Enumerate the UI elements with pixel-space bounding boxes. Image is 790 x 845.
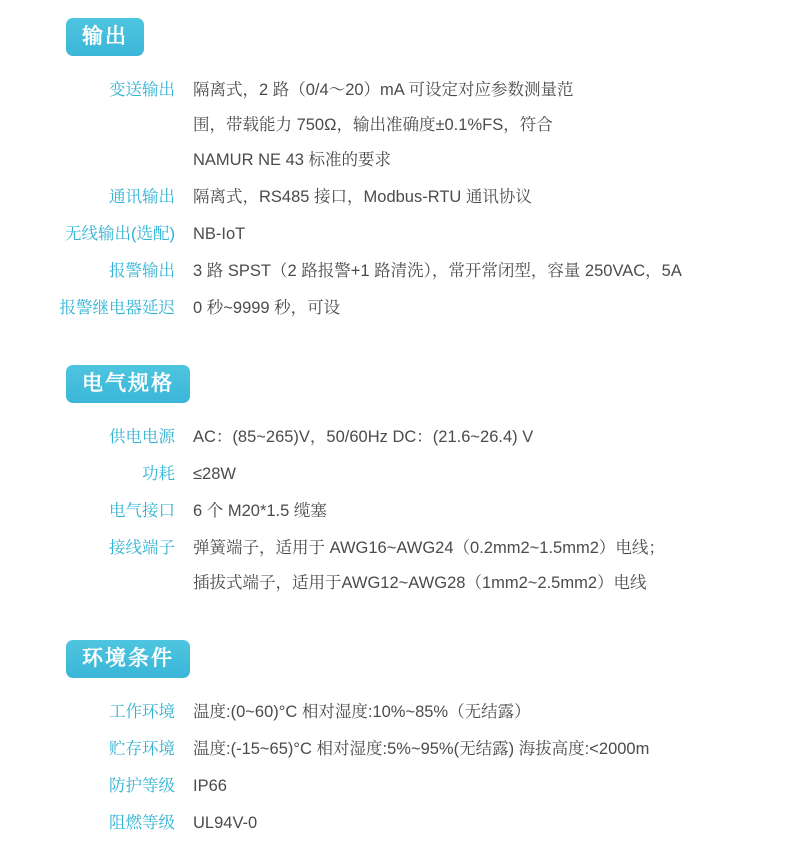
table-row bbox=[0, 179, 790, 216]
section-title-electrical: 电气规格 bbox=[66, 365, 190, 403]
table-row bbox=[0, 805, 790, 842]
spec-label: 变送输出 bbox=[109, 81, 175, 100]
spec-value-line: 温度:(-15~65)°C 相对湿度:5%~95%(无结露) 海拔高度:<2000m bbox=[193, 740, 650, 759]
spec-value bbox=[175, 179, 790, 216]
spec-value bbox=[175, 216, 790, 253]
spec-value-line: NAMUR NE 43 标准的要求 bbox=[193, 151, 392, 170]
table-row bbox=[0, 216, 790, 253]
spec-label: 报警输出 bbox=[109, 262, 175, 281]
spec-table-output bbox=[0, 72, 790, 327]
spec-table-environment bbox=[0, 694, 790, 842]
spec-value bbox=[175, 419, 790, 456]
spec-value-line: 隔离式，2 路（0/4～20）mA 可设定对应参数测量范 bbox=[193, 81, 574, 100]
spec-label: 电气接口 bbox=[109, 502, 175, 521]
spec-value-line: IP66 bbox=[193, 777, 227, 796]
spec-label: 阻燃等级 bbox=[109, 814, 175, 833]
table-row bbox=[0, 290, 790, 327]
spec-label: 贮存环境 bbox=[109, 740, 175, 759]
spec-label: 通讯输出 bbox=[109, 188, 175, 207]
spec-label: 供电电源 bbox=[109, 428, 175, 447]
table-row bbox=[0, 419, 790, 456]
spec-value bbox=[175, 694, 790, 731]
spec-value-line: ≤28W bbox=[193, 465, 236, 484]
spec-value-line: 插拔式端子，适用于AWG12~AWG28（1mm2~2.5mm2）电线 bbox=[193, 574, 647, 593]
spec-value bbox=[175, 456, 790, 493]
spec-label: 接线端子 bbox=[109, 539, 175, 558]
spec-value-line: AC：(85~265)V，50/60Hz DC：(21.6~26.4) V bbox=[193, 428, 534, 447]
spec-table-electrical bbox=[0, 419, 790, 602]
spec-value bbox=[175, 731, 790, 768]
spec-value-line: 0 秒~9999 秒，可设 bbox=[193, 299, 341, 318]
table-row bbox=[0, 72, 790, 179]
spec-value-line: 围，带载能力 750Ω，输出准确度±0.1%FS，符合 bbox=[193, 116, 553, 135]
table-row bbox=[0, 694, 790, 731]
section-electrical bbox=[0, 327, 790, 602]
table-row bbox=[0, 493, 790, 530]
spec-value-line: 6 个 M20*1.5 缆塞 bbox=[193, 502, 327, 521]
spec-label: 报警继电器延迟 bbox=[59, 299, 175, 318]
table-row bbox=[0, 253, 790, 290]
spec-value bbox=[175, 72, 790, 179]
table-row bbox=[0, 768, 790, 805]
table-row bbox=[0, 456, 790, 493]
spec-value-line: 弹簧端子，适用于 AWG16~AWG24（0.2mm2~1.5mm2）电线； bbox=[193, 539, 665, 558]
spec-value bbox=[175, 290, 790, 327]
spec-label: 工作环境 bbox=[109, 703, 175, 722]
section-environment bbox=[0, 602, 790, 842]
table-row bbox=[0, 530, 790, 602]
spec-label: 无线输出(选配) bbox=[65, 225, 175, 244]
section-title-output: 输出 bbox=[66, 18, 144, 56]
spec-value bbox=[175, 493, 790, 530]
spec-label: 防护等级 bbox=[109, 777, 175, 796]
spec-value-line: 隔离式，RS485 接口，Modbus-RTU 通讯协议 bbox=[193, 188, 532, 207]
spec-value-line: 3 路 SPST（2 路报警+1 路清洗），常开常闭型，容量 250VAC，5A bbox=[193, 262, 682, 281]
spec-value-line: NB-IoT bbox=[193, 225, 246, 244]
spec-value bbox=[175, 805, 790, 842]
spec-value bbox=[175, 253, 790, 290]
spec-value bbox=[175, 768, 790, 805]
spec-label: 功耗 bbox=[142, 465, 175, 484]
spec-value-line: UL94V-0 bbox=[193, 814, 258, 833]
section-output bbox=[0, 0, 790, 327]
spec-value bbox=[175, 530, 790, 602]
spec-value-line: 温度:(0~60)°C 相对湿度:10%~85%（无结露） bbox=[193, 703, 531, 722]
section-title-environment: 环境条件 bbox=[66, 640, 190, 678]
table-row bbox=[0, 731, 790, 768]
